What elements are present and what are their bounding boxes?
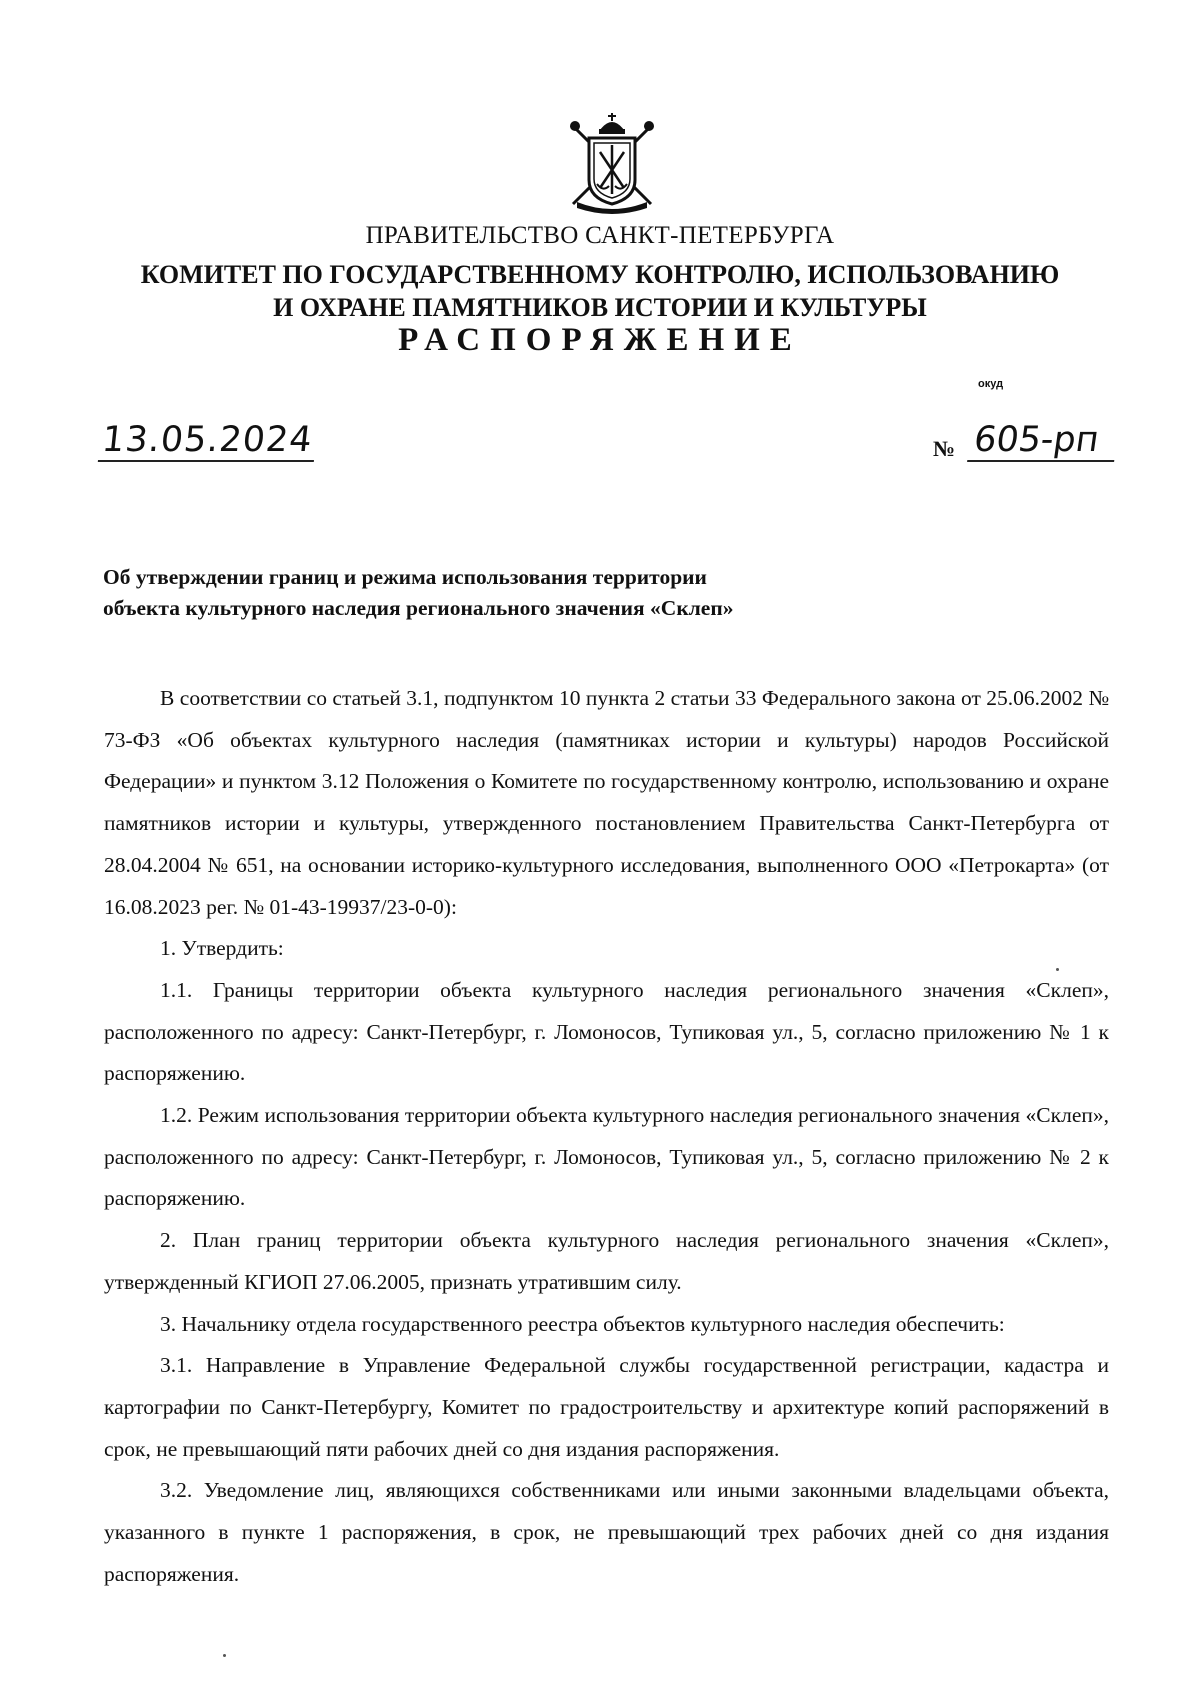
paragraph-2: 2. План границ территории объекта культурного наследия регионального значения «Склеп», утвержденный КГИОП 27.06.2005, признать утратившим силу. [104,1228,1109,1294]
paragraph-3-1: 3.1. Направление в Управление Федеральной службы государственной регистрации, кадастра и картографии по Санкт-Петербургу, Комитет по градостроительству и архитектуре копий распоряжений в срок, не превышающий пяти рабочих дней со дня издания распоряжения. [104,1353,1109,1461]
paragraph-1: 1. Утвердить: [160,936,284,961]
scan-speck [223,1654,226,1657]
preamble-paragraph: В соответствии со статьей 3.1, подпунктом 10 пункта 2 статьи 33 Федерального закона от 25.06.2002 № 73-ФЗ «Об объектах культурного наследия (памятниках истории и культуры) народов Российской Федерации» и пунктом 3.12 Положения о Комитете по государственному контролю, использованию и охране памятников истории и культуры, утвержденного постановлением Правительства Санкт-Петербурга от 28.04.2004 № 651, на основании историко-культурного исследования, выполненного ООО «Петрокарта» (от 16.08.2023 рег. № 01-43-19937/23-0-0): [104,686,1109,919]
committee-title-line2: И ОХРАНЕ ПАМЯТНИКОВ ИСТОРИИ И КУЛЬТУРЫ [273,293,927,322]
subject-line1: Об утверждении границ и режима использования территории [103,565,707,589]
paragraph-1-2: 1.2. Режим использования территории объекта культурного наследия регионального значения «Склеп», расположенного по адресу: Санкт-Петербург, г. Ломоносов, Тупиковая ул., 5, согласно приложению № 2 к распоряжению. [104,1103,1109,1211]
committee-title [0,258,1200,324]
paragraph-3: 3. Начальнику отдела государственного реестра объектов культурного наследия обеспечить: [160,1311,1005,1336]
document-number: 605-рп [967,420,1120,462]
okud-label: окуд [978,378,1004,390]
paragraph-3-2: 3.2. Уведомление лиц, являющихся собственниками или иными законными владельцами объекта, указанного в пункте 1 распоряжения, в срок, не превышающий трех рабочих дней со дня издания распоряжения. [104,1478,1109,1586]
government-title: ПРАВИТЕЛЬСТВО САНКТ-ПЕТЕРБУРГА [365,222,835,249]
document-type: РАСПОРЯЖЕНИЕ [398,322,802,358]
committee-title-line1: КОМИТЕТ ПО ГОСУДАРСТВЕННОМУ КОНТРОЛЮ, ИСПОЛЬЗОВАНИЮ [140,260,1060,289]
scan-speck [1056,968,1059,971]
document-body [104,678,1109,1595]
document-subject [103,562,733,624]
subject-line2: объекта культурного наследия регионального значения «Склеп» [103,596,734,620]
number-sign: № [933,436,956,461]
document-date: 13.05.2024 [98,420,319,462]
paragraph-1-1: 1.1. Границы территории объекта культурного наследия регионального значения «Склеп», расположенного по адресу: Санкт-Петербург, г. Ломоносов, Тупиковая ул., 5, согласно приложению № 1 к распоряжению. [104,977,1109,1086]
coat-of-arms-icon [567,112,657,214]
